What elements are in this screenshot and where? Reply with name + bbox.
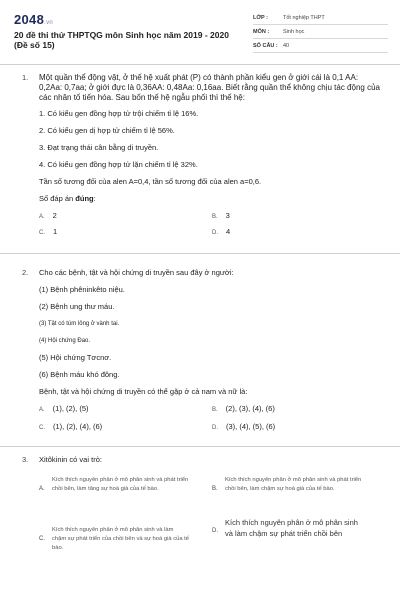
option-letter: A. bbox=[39, 407, 45, 413]
prompt-suffix: : bbox=[93, 194, 96, 203]
list-item: (4) Hội chứng Đao. bbox=[39, 338, 91, 344]
site-logo[interactable] bbox=[14, 12, 53, 27]
statement-item: 3. Đạt trạng thái cân bằng di truyền. bbox=[39, 143, 159, 152]
option-letter: D. bbox=[212, 528, 218, 534]
option-text: (2), (3), (4), (6) bbox=[225, 404, 275, 413]
meta-value: Sinh học bbox=[283, 29, 305, 35]
question-2 bbox=[22, 268, 380, 438]
meta-key: LỚP : bbox=[253, 15, 268, 21]
option-letter: B. bbox=[212, 486, 218, 492]
header-divider bbox=[0, 64, 400, 65]
answer-option-b[interactable] bbox=[212, 476, 362, 494]
document-title: 20 đề thi thử THPTQG môn Sinh học năm 2019 - 2020 (Đề số 15) bbox=[14, 30, 229, 50]
answer-option-d[interactable] bbox=[212, 517, 362, 539]
list-item: (1) Bệnh phêninkêto niệu. bbox=[39, 285, 125, 294]
option-letter: C. bbox=[39, 425, 45, 431]
answer-option-d[interactable] bbox=[212, 422, 275, 431]
meta-row-class bbox=[253, 13, 388, 25]
option-letter: D. bbox=[212, 230, 218, 236]
question-3 bbox=[22, 455, 380, 566]
option-letter: C. bbox=[39, 536, 45, 542]
logo-text: 2048 bbox=[14, 12, 45, 27]
list-item: (3) Tật có túm lông ở vành tai. bbox=[39, 321, 120, 327]
option-text: 3 bbox=[225, 211, 230, 220]
answer-row bbox=[39, 422, 380, 438]
answer-option-a[interactable] bbox=[39, 404, 89, 413]
question-prompt bbox=[39, 194, 380, 204]
option-letter: D. bbox=[212, 425, 218, 431]
meta-value: 40 bbox=[283, 43, 290, 49]
answer-row bbox=[39, 404, 380, 422]
answer-row bbox=[39, 227, 380, 243]
option-letter: B. bbox=[212, 407, 218, 413]
question-divider bbox=[0, 253, 400, 254]
answer-option-c[interactable] bbox=[39, 422, 102, 431]
answer-row bbox=[39, 211, 380, 227]
answer-option-b[interactable] bbox=[212, 211, 230, 220]
option-text: Kích thích nguyên phân ở mô phân sinh và làm chậm sự phát triển chồi bên bbox=[225, 518, 358, 538]
answer-option-c[interactable] bbox=[39, 227, 57, 236]
question-number: 2. bbox=[22, 268, 29, 277]
question-divider bbox=[0, 446, 400, 447]
meta-row-count bbox=[253, 41, 388, 53]
question-note: Tần số tương đối của alen A=0,4, tần số tương đối của alen a=0,6. bbox=[39, 177, 262, 186]
answer-option-d[interactable] bbox=[212, 227, 230, 236]
option-letter: C. bbox=[39, 230, 45, 236]
option-text: 1 bbox=[53, 227, 58, 236]
option-text: Kích thích nguyên phân ở mô phân sinh và phát triển chồi bên, làm chậm sự hoá già của tế bào. bbox=[225, 477, 362, 492]
answer-option-c[interactable] bbox=[39, 526, 189, 553]
option-text: (1), (2), (5) bbox=[52, 404, 89, 413]
question-stem: Xitôkinin có vai trò: bbox=[39, 455, 102, 464]
answer-option-a[interactable] bbox=[39, 211, 57, 220]
question-prompt: Bệnh, tật và hội chứng di truyền có thể gặp ở cả nam và nữ là: bbox=[39, 387, 248, 396]
list-item: (6) Bệnh máu khó đông. bbox=[39, 370, 120, 379]
question-stem: Một quần thể động vật, ở thế hệ xuất phát (P) có thành phần kiểu gen ở giới cái là 0,1 AA: 0,2Aa: 0,7aa; ở giới đực là 0,36AA: 0,48Aa: 0,16aa. Biết rằng quần thể không chịu tác động của các nhân tố tiến hóa. Sau bốn thế hệ ngẫu phối thì thế hệ: bbox=[39, 73, 380, 102]
option-text: 2 bbox=[52, 211, 57, 220]
list-item: (2) Bệnh ung thư máu. bbox=[39, 302, 115, 311]
statement-item: 4. Có kiểu gen đồng hợp tử lặn chiếm tỉ lệ 32%. bbox=[39, 160, 198, 169]
meta-value: Tốt nghiệp THPT bbox=[283, 15, 325, 21]
answer-grid bbox=[39, 476, 380, 566]
document-header bbox=[0, 0, 400, 62]
option-letter: A. bbox=[39, 214, 45, 220]
list-item: (5) Hội chứng Tơcnơ. bbox=[39, 353, 112, 362]
option-letter: B. bbox=[212, 214, 218, 220]
meta-row-subject bbox=[253, 27, 388, 39]
option-text: Kích thích nguyên phân ở mô phân sinh và làm chậm sự phát triển của chồi bên và sự hoá già của tế bào. bbox=[52, 527, 189, 551]
question-list bbox=[0, 73, 400, 566]
question-1 bbox=[22, 73, 380, 243]
option-text: Kích thích nguyên phân ở mô phân sinh và phát triển chồi bên, làm tăng sự hoá già của tế bào. bbox=[52, 477, 189, 492]
question-number: 3. bbox=[22, 455, 29, 464]
meta-key: SỐ CÂU : bbox=[253, 43, 278, 49]
meta-key: MÔN : bbox=[253, 29, 270, 35]
option-text: 4 bbox=[226, 227, 231, 236]
answer-option-a[interactable] bbox=[39, 476, 189, 494]
question-stem: Cho các bệnh, tật và hội chứng di truyền sau đây ở người: bbox=[39, 268, 234, 277]
answer-option-b[interactable] bbox=[212, 404, 275, 413]
logo-suffix: .vn bbox=[44, 20, 54, 26]
statement-item: 1. Có kiểu gen đồng hợp tử trội chiếm tỉ lệ 16%. bbox=[39, 109, 199, 118]
option-letter: A. bbox=[39, 486, 45, 492]
option-text: (1), (2), (4), (6) bbox=[53, 422, 103, 431]
statement-item: 2. Có kiểu gen dị hợp tử chiếm tỉ lệ 56%. bbox=[39, 126, 175, 135]
prompt-emphasis: đúng bbox=[75, 194, 94, 203]
option-text: (3), (4), (5), (6) bbox=[226, 422, 276, 431]
question-number: 1. bbox=[22, 73, 29, 82]
prompt-text: Số đáp án bbox=[39, 194, 76, 203]
